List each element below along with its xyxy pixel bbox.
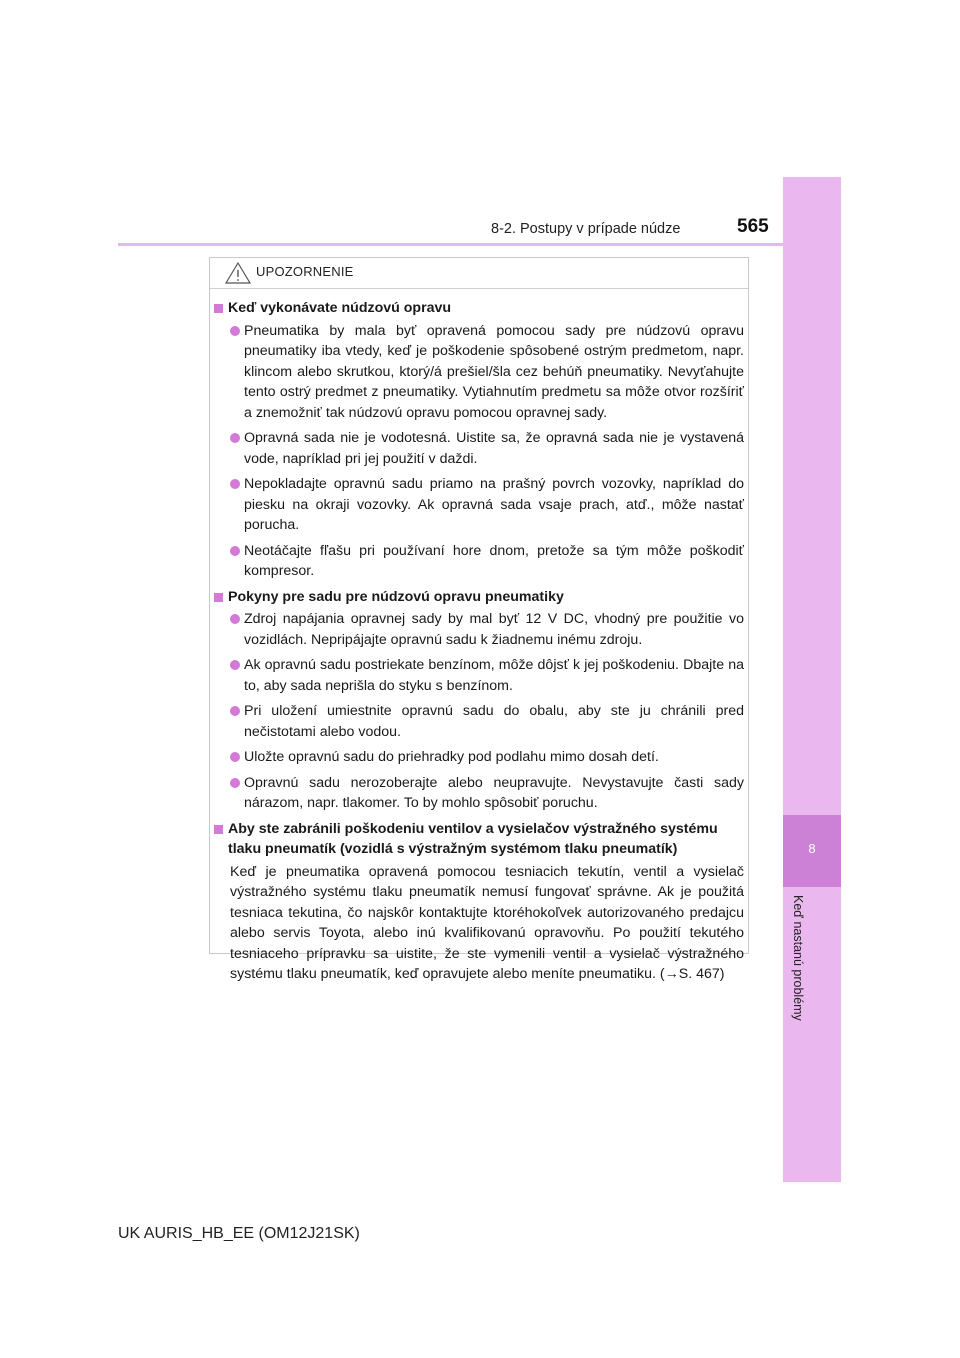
- section-title: 8-2. Postupy v prípade núdze: [491, 221, 681, 237]
- warning-triangle-icon: [224, 261, 252, 285]
- section-heading: Pokyny pre sadu pre núdzovú opravu pneumatiky: [214, 587, 744, 608]
- list-item: Pri uložení umiestnite opravnú sadu do obalu, aby ste ju chránili pred nečistotami alebo vodou.: [214, 701, 744, 742]
- round-bullet-icon: [230, 326, 240, 336]
- round-bullet-icon: [230, 706, 240, 716]
- page-number: 565: [737, 216, 769, 237]
- list-item: Zdroj napájania opravnej sady by mal byť 12 V DC, vhodný pre použitie vo vozidlách. Nepripájajte opravnú sadu k žiadnemu inému zdroju.: [214, 609, 744, 650]
- round-bullet-icon: [230, 614, 240, 624]
- list-item: Uložte opravnú sadu do priehradky pod podlahu mimo dosah detí.: [214, 747, 744, 768]
- warning-content: [214, 298, 744, 985]
- list-item: Pneumatika by mala byť opravená pomocou sady pre núdzovú opravu pneumatiky iba vtedy, keď je poškodenie spôsobené ostrým predmetom, napr. klincom alebo skrutkou, ktorý/á prešiel/šla cez behúň pneumatiky. Nevyťahujte tento ostrý predmet z pneumatiky. Vytiahnutím predmetu sa môže otvor rozšíriť a znemožniť tak núdzovú opravu pomocou opravnej sady.: [214, 321, 744, 424]
- list-item: Ak opravnú sadu postriekate benzínom, môže dôjsť k jej poškodeniu. Dbajte na to, aby sada neprišla do styku s benzínom.: [214, 655, 744, 696]
- list-item: Opravnú sadu nerozoberajte alebo neupravujte. Nevystavujte časti sady nárazom, napr. tlakomer. To by mohlo spôsobiť poruchu.: [214, 773, 744, 814]
- round-bullet-icon: [230, 778, 240, 788]
- list-item: Nepokladajte opravnú sadu priamo na prašný povrch vozovky, napríklad do piesku na okraji vozovky. Ak opravná sada vsaje prach, atď., môže nastať porucha.: [214, 474, 744, 536]
- round-bullet-icon: [230, 479, 240, 489]
- round-bullet-icon: [230, 433, 240, 443]
- square-bullet-icon: [214, 304, 223, 313]
- list-item: Opravná sada nie je vodotesná. Uistite sa, že opravná sada nie je vystavená vode, napríklad pri jej použití v daždi.: [214, 428, 744, 469]
- list-item: Neotáčajte fľašu pri používaní hore dnom, pretože sa tým môže poškodiť kompresor.: [214, 541, 744, 582]
- section-heading: Keď vykonávate núdzovú opravu: [214, 298, 744, 319]
- warning-title: UPOZORNENIE: [256, 264, 354, 279]
- warning-box: [209, 257, 749, 982]
- section-heading: Aby ste zabránili poškodeniu ventilov a vysielačov výstražného systému tlaku pneumatík (vozidlá s výstražným systémom tlaku pneumatík): [214, 819, 744, 860]
- chapter-number-tab: [783, 815, 841, 887]
- section-paragraph: Keď je pneumatika opravená pomocou tesniacich tekutín, ventil a vysielač výstražného systému tlaku pneumatík nemusí fungovať správne. Ak je použitá tesniaca tekutina, čo najskôr kontaktujte ktoréhokoľvek autorizovaného predajcu alebo servis Toyota, alebo inú kvalifikovanú opravovňu. Po použití tekutého tesniaceho prípravku sa uistite, že ste vymenili ventil a vysielač výstražného systému tlaku pneumatík, keď opravujete alebo meníte pneumatiku. (→S. 467): [230, 863, 744, 982]
- header-rule: [118, 243, 841, 246]
- round-bullet-icon: [230, 660, 240, 670]
- square-bullet-icon: [214, 825, 223, 834]
- round-bullet-icon: [230, 546, 240, 556]
- round-bullet-icon: [230, 752, 240, 762]
- document-code: UK AURIS_HB_EE (OM12J21SK): [118, 1225, 360, 1242]
- warning-header: [210, 258, 748, 289]
- square-bullet-icon: [214, 593, 223, 602]
- chapter-title: Keď nastanú problémy: [791, 895, 805, 1021]
- chapter-number: 8: [808, 841, 816, 856]
